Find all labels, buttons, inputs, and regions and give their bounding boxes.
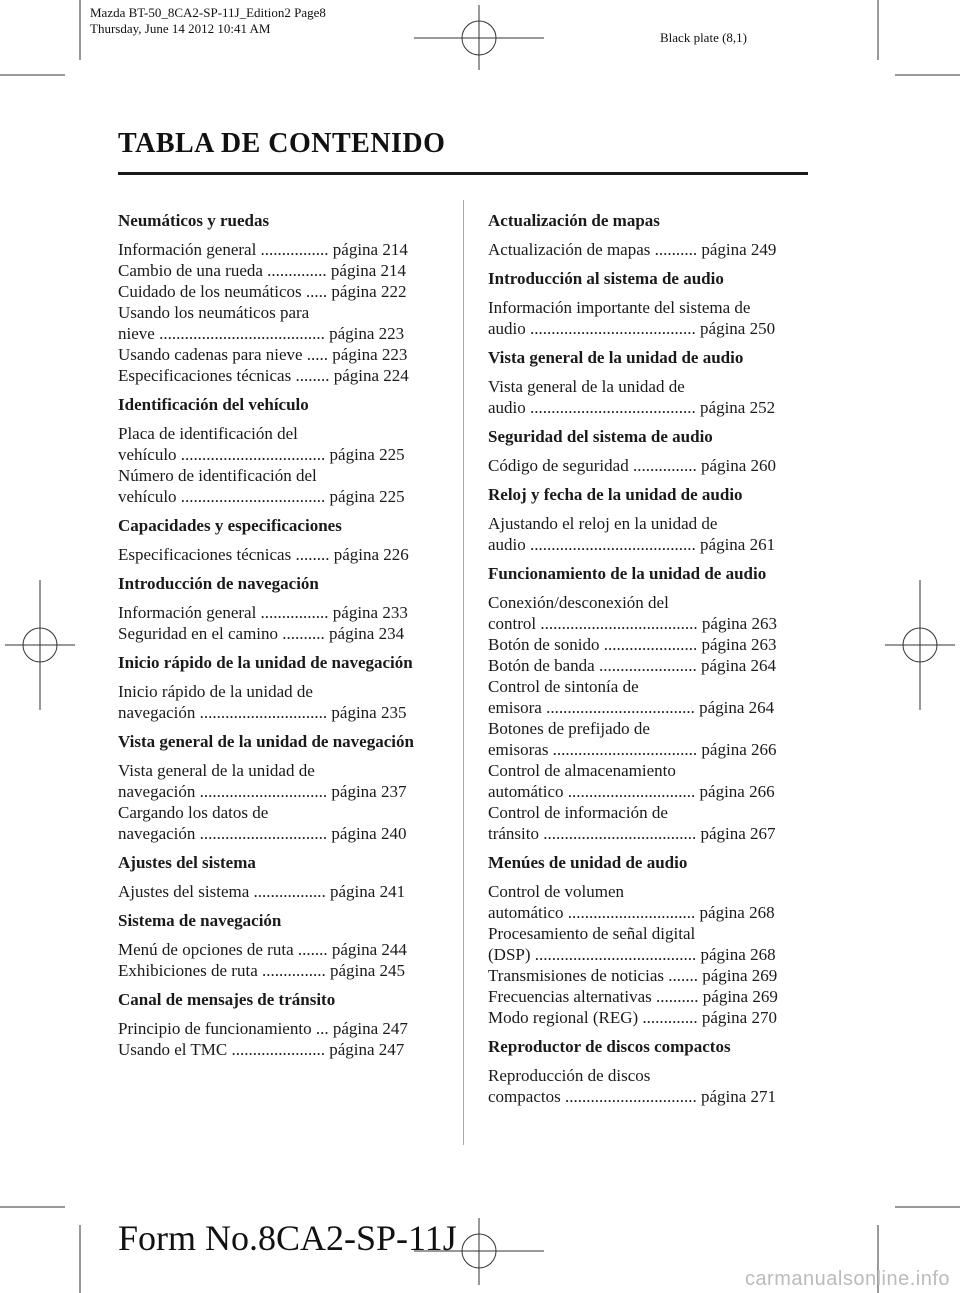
- toc-entry: [488, 455, 808, 476]
- toc-entry-line: Ajustes del sistema ................. página 241: [118, 882, 406, 901]
- toc-entry-line: nieve ....................................... página 223: [118, 324, 405, 343]
- toc-entry-line: Usando los neumáticos para: [118, 303, 310, 322]
- page-title: TABLA DE CONTENIDO: [118, 128, 446, 159]
- toc-section-title: Canal de mensajes de tránsito: [118, 990, 336, 1009]
- toc-entry: [118, 760, 438, 802]
- toc-entry-line: Placa de identificación del: [118, 424, 298, 443]
- toc-entry-line: Frecuencias alternativas .......... página 269: [488, 987, 778, 1006]
- toc-entry: [488, 986, 808, 1007]
- toc-entry: [488, 802, 808, 844]
- toc-section: [488, 210, 808, 260]
- toc-entry: [118, 602, 438, 623]
- toc-section-title: Reloj y fecha de la unidad de audio: [488, 485, 743, 504]
- toc-entry: [118, 681, 438, 723]
- toc-entry-line: audio ....................................... página 252: [488, 398, 776, 417]
- toc-entry-line: Ajustando el reloj en la unidad de: [488, 514, 718, 533]
- toc-section-title: Funcionamiento de la unidad de audio: [488, 564, 767, 583]
- toc-entry-line: Código de seguridad ............... página 260: [488, 456, 777, 475]
- toc-entry-line: emisoras .................................. página 266: [488, 740, 777, 759]
- toc-entry: [488, 1065, 808, 1107]
- toc-entry-line: Modo regional (REG) ............. página 270: [488, 1008, 777, 1027]
- toc-section-title: Reproductor de discos compactos: [488, 1037, 731, 1056]
- toc-entry-line: Vista general de la unidad de: [118, 761, 315, 780]
- toc-column-left: [118, 210, 438, 1068]
- toc-section: [118, 852, 438, 902]
- toc-section-title: Capacidades y especificaciones: [118, 516, 342, 535]
- toc-section: [488, 852, 808, 1028]
- toc-entry-line: Especificaciones técnicas ........ página 224: [118, 366, 409, 385]
- toc-entry: [488, 676, 808, 718]
- watermark: carmanualsonline.info: [744, 1268, 950, 1290]
- toc-section: [488, 484, 808, 555]
- toc-section: [488, 563, 808, 844]
- toc-entry-line: emisora ................................... página 264: [488, 698, 775, 717]
- toc-entry: [118, 423, 438, 465]
- toc-section: [118, 989, 438, 1060]
- toc-entry-line: Actualización de mapas .......... página 249: [488, 240, 777, 259]
- toc-section-title: Actualización de mapas: [488, 211, 660, 230]
- toc-entry-line: control ..................................... página 263: [488, 614, 777, 633]
- toc-section-title: Sistema de navegación: [118, 911, 282, 930]
- toc-entry-line: Usando cadenas para nieve ..... página 223: [118, 345, 408, 364]
- toc-section: [488, 347, 808, 418]
- toc-section: [488, 1036, 808, 1107]
- toc-entry: [118, 1039, 438, 1060]
- toc-entry-line: audio ....................................... página 250: [488, 319, 776, 338]
- toc-entry-line: automático .............................. página 268: [488, 903, 775, 922]
- toc-entry: [118, 939, 438, 960]
- toc-entry-line: compactos ............................... página 271: [488, 1087, 777, 1106]
- toc-entry-line: Seguridad en el camino .......... página 234: [118, 624, 405, 643]
- toc-section: [118, 515, 438, 565]
- toc-entry-line: Control de información de: [488, 803, 668, 822]
- toc-section-title: Seguridad del sistema de audio: [488, 427, 713, 446]
- toc-entry-line: Conexión/desconexión del: [488, 593, 669, 612]
- toc-section: [118, 652, 438, 723]
- toc-entry-line: Especificaciones técnicas ........ página 226: [118, 545, 409, 564]
- toc-entry-line: navegación .............................. página 235: [118, 703, 407, 722]
- toc-entry-line: Principio de funcionamiento ... página 247: [118, 1019, 408, 1038]
- toc-entry-line: Usando el TMC ...................... página 247: [118, 1040, 405, 1059]
- toc-entry-line: Botón de banda ....................... página 264: [488, 656, 777, 675]
- title-rule: [118, 172, 808, 175]
- toc-entry: [118, 544, 438, 565]
- print-job-info: [90, 5, 326, 37]
- toc-entry: [118, 260, 438, 281]
- toc-entry-line: Botones de prefijado de: [488, 719, 650, 738]
- toc-entry-line: navegación .............................. página 237: [118, 782, 407, 801]
- toc-section: [488, 268, 808, 339]
- toc-entry-line: Número de identificación del: [118, 466, 317, 485]
- toc-entry: [488, 592, 808, 634]
- toc-entry-line: Vista general de la unidad de: [488, 377, 685, 396]
- toc-entry-line: audio ....................................... página 261: [488, 535, 776, 554]
- toc-entry-line: Cambio de una rueda .............. página 214: [118, 261, 406, 280]
- toc-entry: [488, 965, 808, 986]
- toc-entry: [118, 1018, 438, 1039]
- toc-section: [118, 910, 438, 981]
- toc-entry: [118, 960, 438, 981]
- print-job-date: Thursday, June 14 2012 10:41 AM: [90, 21, 271, 36]
- toc-section: [118, 394, 438, 507]
- toc-entry: [488, 634, 808, 655]
- toc-section-title: Introducción de navegación: [118, 574, 319, 593]
- toc-entry-line: Información general ................ página 233: [118, 603, 408, 622]
- toc-entry-line: navegación .............................. página 240: [118, 824, 407, 843]
- toc-entry: [488, 376, 808, 418]
- toc-entry-line: Cuidado de los neumáticos ..... página 222: [118, 282, 407, 301]
- toc-entry-line: vehículo .................................. página 225: [118, 445, 405, 464]
- toc-entry: [118, 623, 438, 644]
- toc-section: [488, 426, 808, 476]
- toc-entry-line: tránsito .................................... página 267: [488, 824, 776, 843]
- toc-entry-line: Reproducción de discos: [488, 1066, 651, 1085]
- toc-entry: [488, 513, 808, 555]
- toc-entry-line: Información importante del sistema de: [488, 298, 751, 317]
- toc-section-title: Vista general de la unidad de navegación: [118, 732, 414, 751]
- toc-section-title: Neumáticos y ruedas: [118, 211, 270, 230]
- toc-entry-line: Control de sintonía de: [488, 677, 639, 696]
- toc-entry: [118, 302, 438, 344]
- toc-entry-line: Botón de sonido ...................... página 263: [488, 635, 777, 654]
- toc-entry: [488, 881, 808, 923]
- toc-entry: [488, 718, 808, 760]
- toc-entry-line: Control de almacenamiento: [488, 761, 676, 780]
- toc-section-title: Menúes de unidad de audio: [488, 853, 688, 872]
- toc-entry-line: vehículo .................................. página 225: [118, 487, 405, 506]
- toc-entry: [488, 923, 808, 965]
- toc-entry-line: Control de volumen: [488, 882, 624, 901]
- plate-label: Black plate (8,1): [660, 30, 747, 45]
- toc-section-title: Vista general de la unidad de audio: [488, 348, 744, 367]
- toc-entry-line: Cargando los datos de: [118, 803, 269, 822]
- toc-entry: [118, 881, 438, 902]
- toc-entry-line: Exhibiciones de ruta ............... página 245: [118, 961, 406, 980]
- toc-section: [118, 731, 438, 844]
- toc-entry: [488, 297, 808, 339]
- toc-entry: [118, 365, 438, 386]
- toc-entry: [488, 760, 808, 802]
- column-divider: [463, 200, 464, 1145]
- toc-section: [118, 210, 438, 386]
- toc-entry: [118, 344, 438, 365]
- toc-section-title: Identificación del vehículo: [118, 395, 309, 414]
- toc-entry-line: Inicio rápido de la unidad de: [118, 682, 313, 701]
- toc-column-right: [488, 210, 808, 1115]
- toc-entry: [488, 1007, 808, 1028]
- form-number: Form No.8CA2-SP-11J: [118, 1218, 457, 1258]
- toc-section-title: Introducción al sistema de audio: [488, 269, 724, 288]
- print-job-file: Mazda BT-50_8CA2-SP-11J_Edition2 Page8: [90, 5, 326, 20]
- toc-entry: [118, 802, 438, 844]
- toc-entry: [118, 239, 438, 260]
- toc-section-title: Ajustes del sistema: [118, 853, 256, 872]
- toc-entry-line: (DSP) ...................................... página 268: [488, 945, 776, 964]
- toc-entry-line: Transmisiones de noticias ....... página 269: [488, 966, 778, 985]
- toc-entry-line: Menú de opciones de ruta ....... página 244: [118, 940, 407, 959]
- toc-entry-line: Procesamiento de señal digital: [488, 924, 696, 943]
- toc-entry-line: automático .............................. página 266: [488, 782, 775, 801]
- toc-entry: [488, 655, 808, 676]
- toc-entry: [488, 239, 808, 260]
- toc-entry-line: Información general ................ página 214: [118, 240, 408, 259]
- toc-entry: [118, 281, 438, 302]
- toc-entry: [118, 465, 438, 507]
- toc-section-title: Inicio rápido de la unidad de navegación: [118, 653, 413, 672]
- toc-section: [118, 573, 438, 644]
